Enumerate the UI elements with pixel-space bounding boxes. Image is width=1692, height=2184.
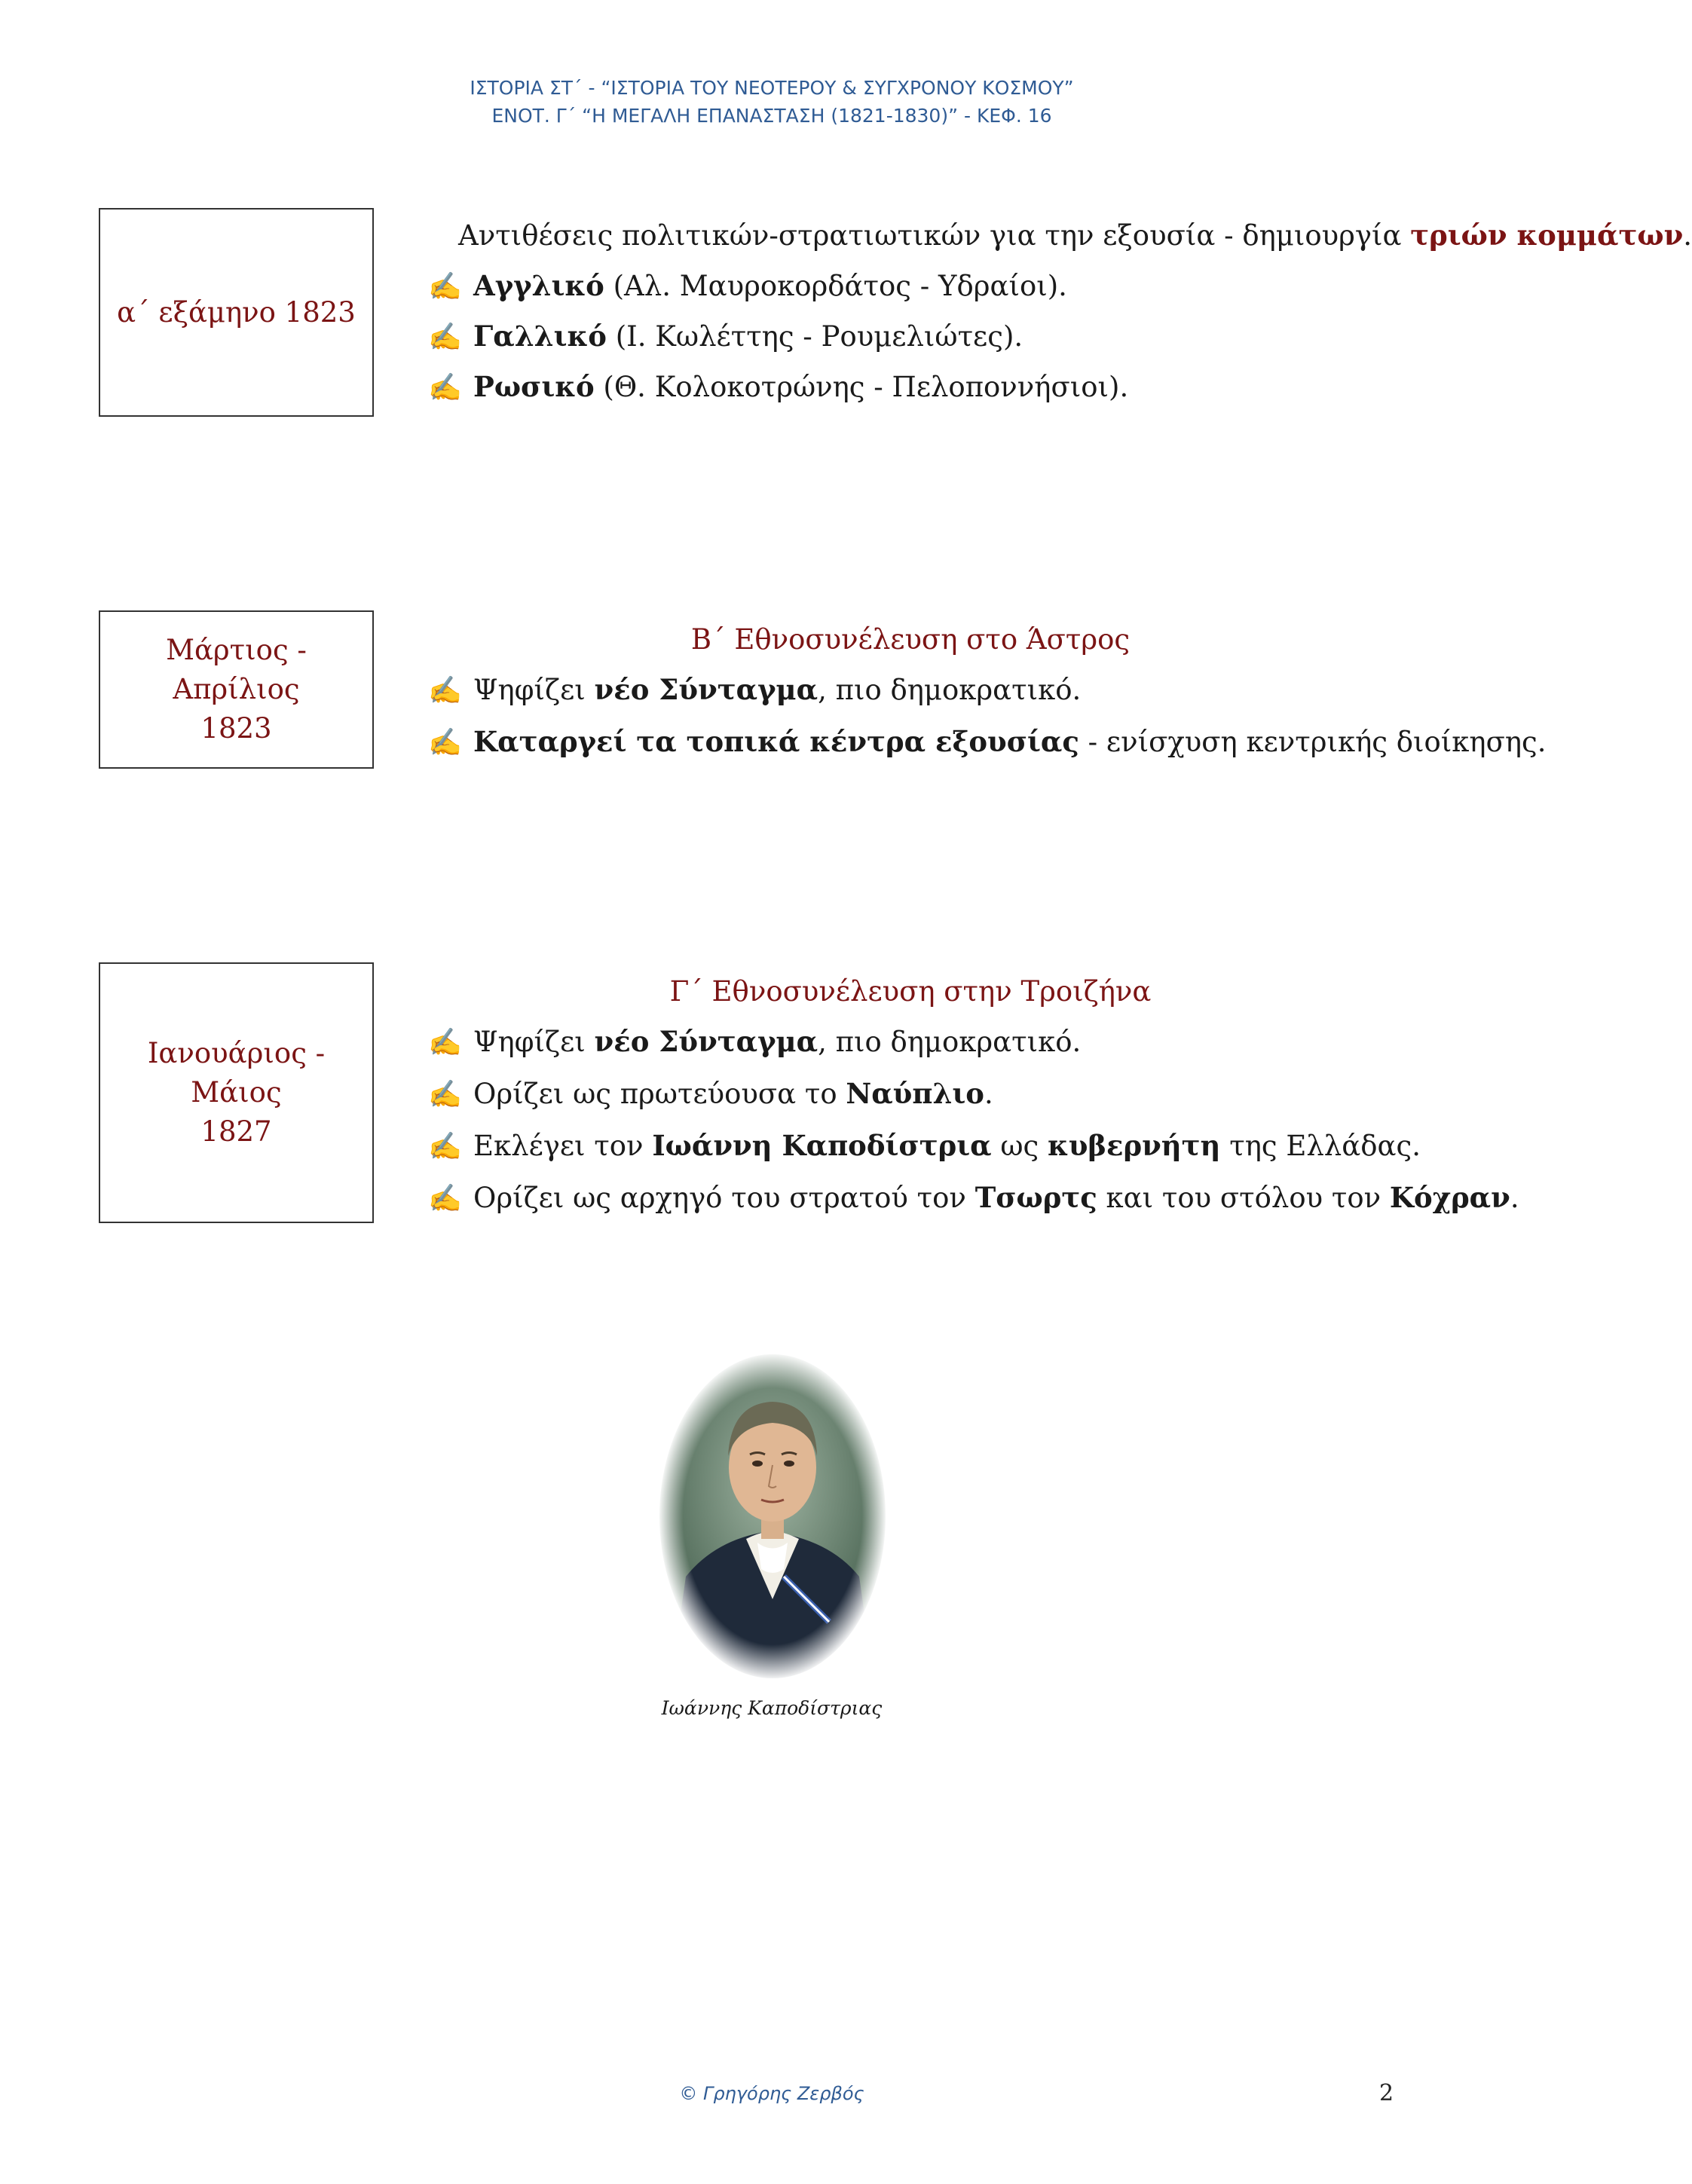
bullet-bold: Ναύπλιο [846,1077,984,1110]
bullet-text: Ορίζει ως πρωτεύουσα το [473,1078,846,1110]
bullet-text: Εκλέγει τον [473,1130,653,1162]
writing-hand-icon: ✍ [428,1131,462,1162]
bullet-bold: Ρωσικό [473,370,595,403]
bullet-bold: Καταργεί τα τοπικά κέντρα εξουσίας [473,725,1079,758]
bullet-bold: Γαλλικό [473,320,607,353]
bullet-item [428,725,1547,758]
bullet-text: . [1510,1182,1519,1214]
bullet-bold: Ιωάννη Καποδίστρια [652,1129,992,1162]
bullet-text: (Αλ. Μαυροκορδάτος - Υδραίοι). [604,270,1067,302]
bullet-bold: κυβερνήτη [1048,1129,1221,1162]
bullet-item [428,320,1023,353]
section-title: Β΄ Εθνοσυνέλευση στο Άστρος [690,623,1131,656]
bullet-text: - ενίσχυση κεντρικής διοίκησης. [1079,726,1547,758]
writing-hand-icon: ✍ [428,1079,462,1110]
bullet-item [428,1077,993,1110]
writing-hand-icon: ✍ [428,372,462,403]
bullet-text: , πιο δημοκρατικό. [818,674,1082,706]
bullet-bold: νέο Σύνταγμα [594,673,818,706]
writing-hand-icon: ✍ [428,322,462,353]
footer-copyright: © Γρηγόρης Ζερβός [679,2083,864,2104]
bullet-text: και του στόλου τον [1097,1182,1390,1214]
date-box-1 [99,208,374,417]
writing-hand-icon: ✍ [428,1027,462,1058]
bullet-bold: Αγγλικό [473,269,604,302]
bullet-text: , πιο δημοκρατικό. [818,1026,1082,1058]
bullet-bold: Τσωρτς [975,1181,1097,1214]
bullet-item [428,269,1067,302]
writing-hand-icon: ✍ [428,1183,462,1214]
date-line-2: 1827 [200,1115,272,1148]
section-title: Γ΄ Εθνοσυνέλευση στην Τροιζήνα [669,975,1152,1008]
bullet-text: (Ι. Κωλέττης - Ρουμελιώτες). [606,320,1023,353]
bullet-text: της Ελλάδας. [1220,1130,1421,1162]
bullet-text: ως [991,1130,1048,1162]
date-box-3 [99,962,374,1223]
portrait-image [656,1350,889,1682]
bullet-item [428,1129,1421,1162]
bullet-bold: νέο Σύνταγμα [594,1025,818,1058]
intro-highlight: τριών κομμάτων [1410,219,1684,252]
portrait-caption: Ιωάννης Καποδίστριας [661,1697,883,1719]
date-line-1: Ιανουάριος - Μάιος [147,1037,326,1109]
intro-line [458,219,1692,252]
bullet-text: . [984,1078,993,1110]
bullet-item [428,370,1128,403]
bullet-item [428,1025,1081,1058]
bullet-text: Ορίζει ως αρχηγό του στρατού τον [473,1182,975,1214]
writing-hand-icon: ✍ [428,271,462,302]
date-label: α΄ εξάμηνο 1823 [117,295,356,329]
page-header [0,74,1544,130]
header-line-2: ΕΝΟΤ. Γ΄ “Η ΜΕΓΑΛΗ ΕΠΑΝΑΣΤΑΣΗ (1821-1830)” - ΚΕΦ. 16 [491,105,1052,127]
date-box-2 [99,610,374,769]
bullet-text: Ψηφίζει [473,1026,595,1058]
date-line-2: 1823 [200,712,272,745]
page-number: 2 [1379,2080,1394,2106]
intro-text: Αντιθέσεις πολιτικών-στρατιωτικών για την εξουσία - δημιουργία [458,219,1411,252]
date-line-1: Μάρτιος - Απρίλιος [166,634,307,705]
bullet-item [428,1181,1519,1214]
intro-end: . [1683,219,1692,252]
writing-hand-icon: ✍ [428,675,462,706]
header-line-1: ΙΣΤΟΡΙΑ ΣΤ΄ - “ΙΣΤΟΡΙΑ ΤΟΥ ΝΕΟΤΕΡΟΥ & ΣΥΓΧΡΟΝΟΥ ΚΟΣΜΟΥ” [470,77,1074,99]
bullet-bold: Κόχραν [1389,1181,1510,1214]
bullet-text: Ψηφίζει [473,674,595,706]
bullet-text: (Θ. Κολοκοτρώνης - Πελοποννήσιοι). [594,371,1129,403]
bullet-item [428,673,1081,706]
writing-hand-icon: ✍ [428,727,462,758]
